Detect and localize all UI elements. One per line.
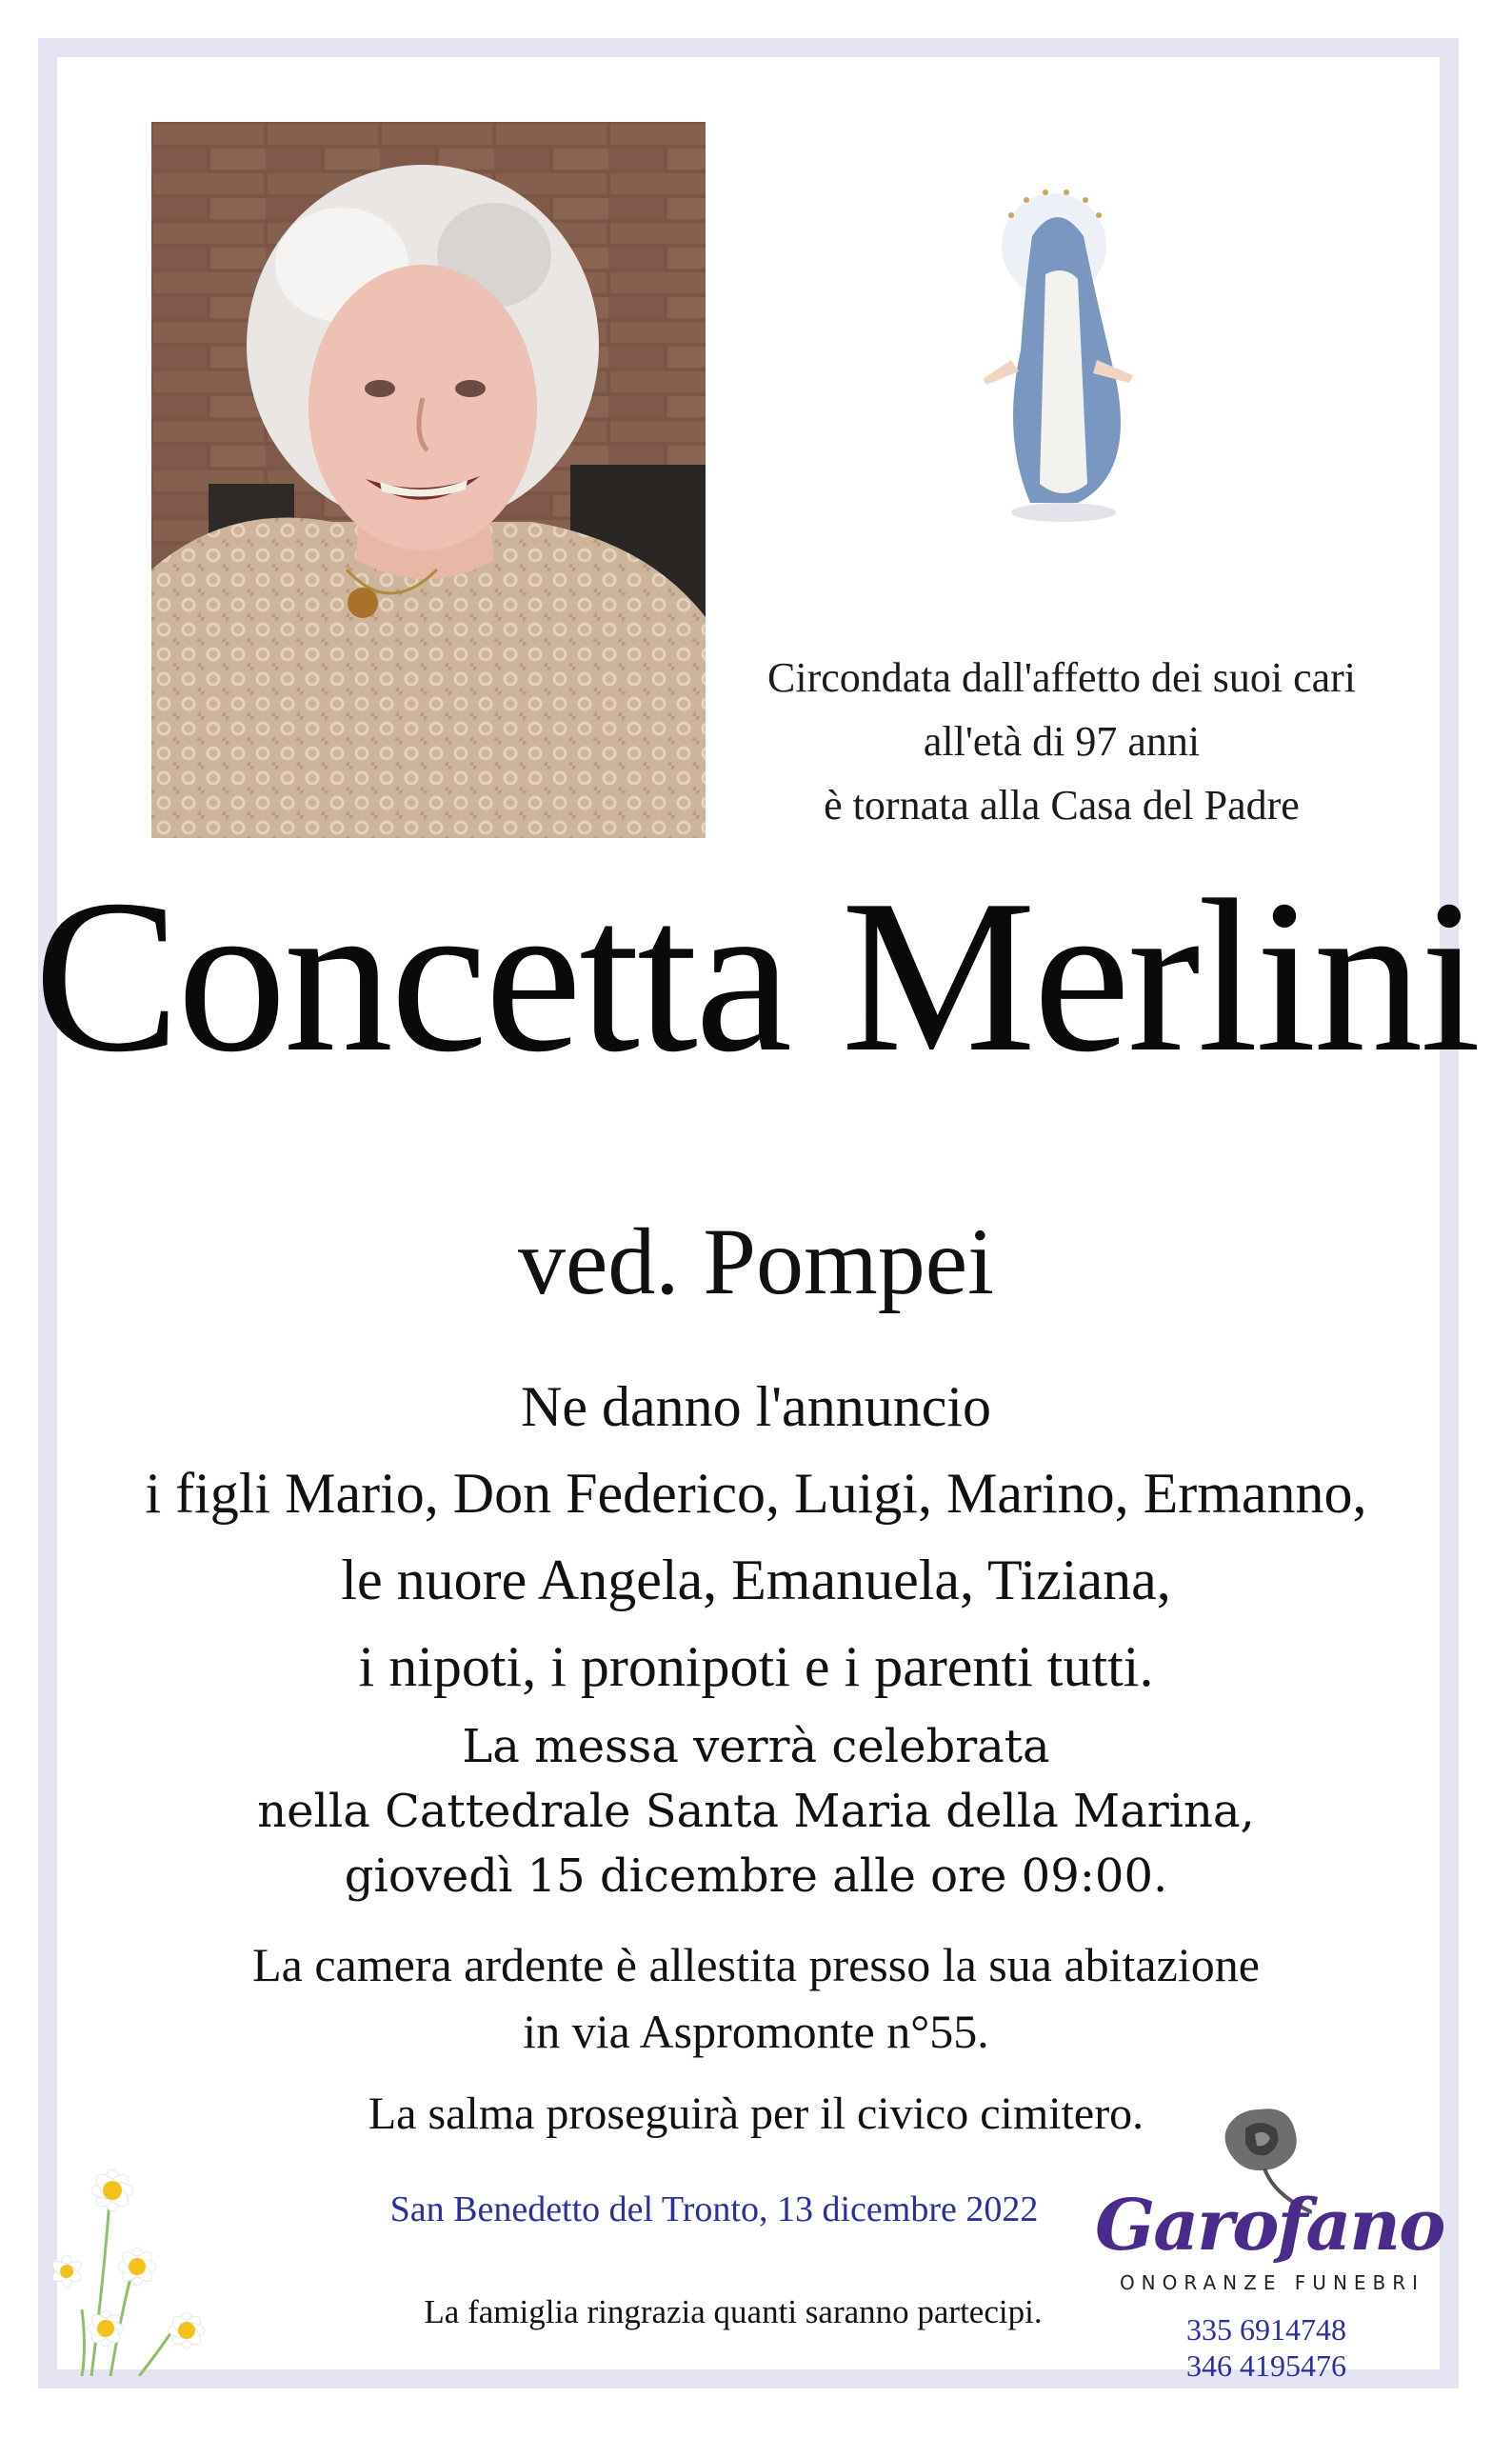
announcement-line-1: Ne danno l'annuncio — [520, 1375, 991, 1438]
chamber-line-2: in via Aspromonte n°55. — [523, 2005, 989, 2058]
thanks-text: La famiglia ringrazia quanti saranno partecipi. — [424, 2293, 1043, 2330]
portrait-photo — [151, 122, 706, 838]
widow-of: ved. Pompei — [518, 1209, 994, 1314]
intro-text — [743, 646, 1381, 837]
funeral-home-phones — [1143, 2311, 1390, 2384]
chamber-info — [0, 1931, 1512, 2065]
announcement-line-3: le nuore Angela, Emanuela, Tiziana, — [341, 1549, 1171, 1611]
announcement-line-2: i figli Mario, Don Federico, Luigi, Marino, Ermanno, — [145, 1462, 1367, 1525]
place-date: San Benedetto del Tronto, 13 dicembre 2022 — [389, 2189, 1039, 2229]
portrait-illustration — [151, 122, 706, 838]
deceased-name: Concetta Merlini — [33, 854, 1479, 1097]
funeral-home-name: Garofano — [1095, 2185, 1444, 2267]
chamber-line-1: La camera ardente è allestita presso la sua abitazione — [252, 1938, 1260, 1991]
phone-2: 346 4195476 — [1186, 2348, 1346, 2383]
funeral-home-subtitle: ONORANZE FUNEBRI — [1119, 2271, 1425, 2294]
burial-info: La salma proseguirà per il civico cimitero. — [368, 2088, 1144, 2139]
mass-line-3: giovedì 15 dicembre alle ore 09:00. — [344, 1849, 1168, 1903]
madonna-icon — [973, 189, 1164, 527]
intro-line-1: Circondata dall'affetto dei suoi cari — [767, 654, 1356, 701]
announcement-line-4: i nipoti, i pronipoti e i parenti tutti. — [358, 1635, 1154, 1698]
mass-info — [0, 1714, 1512, 1908]
daisy-flowers-icon — [53, 2148, 234, 2376]
mass-line-1: La messa verrà celebrata — [462, 1720, 1050, 1773]
intro-line-2: all'età di 97 anni — [923, 718, 1201, 765]
announcement — [0, 1364, 1512, 1710]
funeral-home-logo — [1085, 2100, 1447, 2386]
intro-line-3: è tornata alla Casa del Padre — [824, 782, 1300, 829]
mass-line-2: nella Cattedrale Santa Maria della Marina, — [257, 1785, 1255, 1838]
phone-1: 335 6914748 — [1186, 2312, 1346, 2347]
